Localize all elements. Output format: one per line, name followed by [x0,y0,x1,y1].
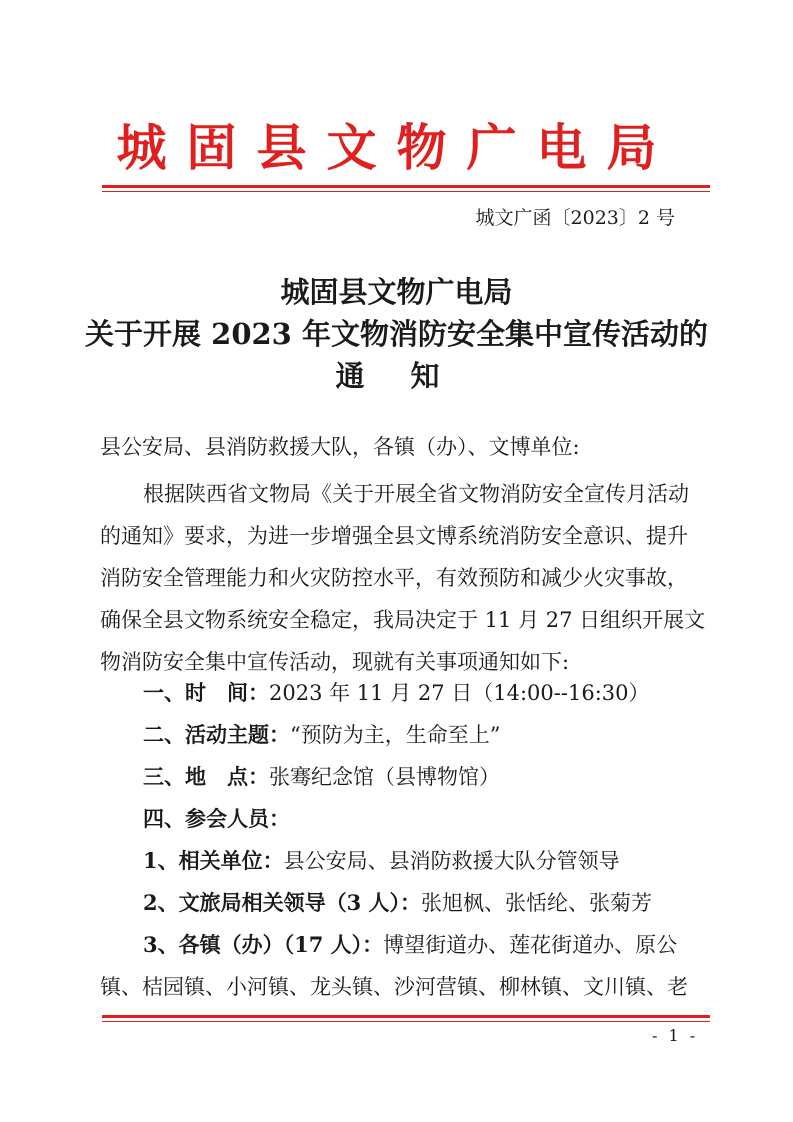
header-red-rule-thin [102,191,710,192]
attendee-item-3-value: 博望街道办、莲花街道办、原公 [383,933,678,957]
item-theme-label: 二、活动主题： [143,722,290,747]
item-theme [143,720,700,750]
attendee-item-2 [143,888,700,918]
paragraph-line: 的通知》要求，为进一步增强全县文博系统消防安全意识、提升 [100,524,688,548]
doc-title-line-3: 通 知 [335,359,458,393]
attendee-item-3 [143,930,700,960]
document-number: 城文广函〔2023〕2 号 [475,207,675,229]
footer-red-rule-thick [102,1015,710,1018]
page-number: - 1 - [652,1026,699,1045]
doc-title-line-1: 城固县文物广电局 [280,275,513,309]
attendee-item-3-continued: 镇、桔园镇、小河镇、龙头镇、沙河营镇、柳林镇、文川镇、老 [100,975,688,999]
doc-title-line-2: 关于开展 2023 年文物消防安全集中宣传活动的 [85,317,708,351]
attendee-item-3-label: 3、各镇（办）（17 人）： [143,932,384,957]
attendee-item-2-value: 张旭枫、张恬纶、张菊芳 [421,891,653,915]
salutation: 县公安局、县消防救援大队，各镇（办）、文博单位: [100,435,580,459]
paragraph-line: 消防安全管理能力和火灾防控水平，有效预防和减少火灾事故， [100,566,688,590]
paragraph-line: 物消防安全集中宣传活动，现就有关事项通知如下: [100,650,570,674]
header-red-rule-thick [102,185,710,188]
item-place [143,762,700,792]
item-time-value: 2023 年 11 月 27 日（14:00--16:30） [269,681,650,705]
item-place-label: 三、地 点： [143,764,269,789]
issuing-org-header: 城固县文物广电局 [116,118,677,177]
attendee-item-1 [143,846,700,876]
paragraph-line: 根据陕西省文物局《关于开展全省文物消防安全宣传月活动 [143,482,689,506]
item-theme-value: “预防为主，生命至上” [290,723,501,747]
paragraph-line: 确保全县文物系统安全稳定，我局决定于 11 月 27 日组织开展文 [100,608,706,632]
item-time-label: 一、时 间： [143,680,269,705]
item-time [143,678,700,708]
attendee-item-1-label: 1、相关单位： [143,848,284,873]
footer-red-rule-thin [102,1021,710,1022]
item-place-value: 张骞纪念馆（县博物馆） [269,765,500,789]
item-attendees-label: 四、参会人员： [143,806,290,831]
attendee-item-1-value: 县公安局、县消防救援大队分管领导 [283,849,620,873]
attendee-item-2-label: 2、文旅局相关领导（3 人）： [143,890,422,915]
